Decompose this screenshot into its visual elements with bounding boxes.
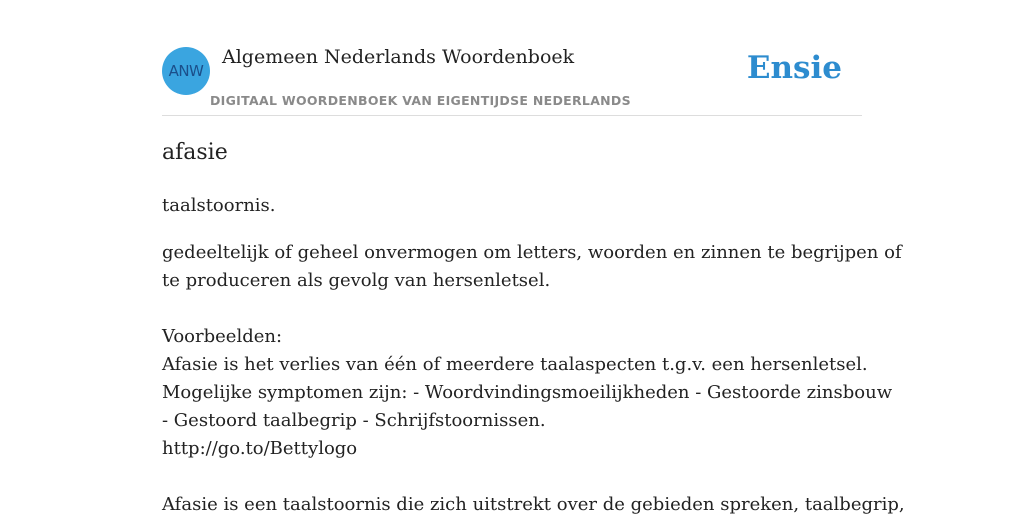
example-line: - Gestoord taalbegrip - Schrijfstoornissen. — [162, 410, 546, 431]
blank-line — [162, 295, 862, 323]
blank-line — [162, 463, 862, 491]
ensie-brand-link[interactable]: Ensie — [746, 50, 842, 86]
example-line: Afasie is het verlies van één of meerdere taalaspecten t.g.v. een hersenletsel. — [162, 354, 868, 375]
definition-body — [162, 239, 905, 519]
logo-text: ANW — [168, 62, 204, 80]
dictionary-title[interactable]: Algemeen Nederlands Woordenboek — [222, 46, 575, 68]
definition-line: gedeeltelijk of geheel onvermogen om letters, woorden en zinnen te begrijpen of — [162, 242, 902, 263]
page — [162, 0, 905, 515]
example-line: Mogelijke symptomen zijn: - Woordvindingsmoeilijkheden - Gestoorde zinsbouw — [162, 382, 893, 403]
dictionary-subtitle: DIGITAAL WOORDENBOEK VAN EIGENTIJDSE NEDERLANDS — [210, 93, 631, 108]
examples-heading: Voorbeelden: — [162, 326, 283, 347]
headword: afasie — [162, 140, 228, 165]
example-line: Afasie is een taalstoornis die zich uitstrekt over de gebieden spreken, taalbegrip, — [162, 494, 905, 515]
example-link[interactable]: http://go.to/Bettylogo — [162, 438, 358, 459]
site-header — [162, 0, 862, 116]
short-definition: taalstoornis. — [162, 195, 276, 216]
definition-line: te produceren als gevolg van hersenletsel. — [162, 270, 551, 291]
anw-logo[interactable] — [162, 47, 210, 95]
